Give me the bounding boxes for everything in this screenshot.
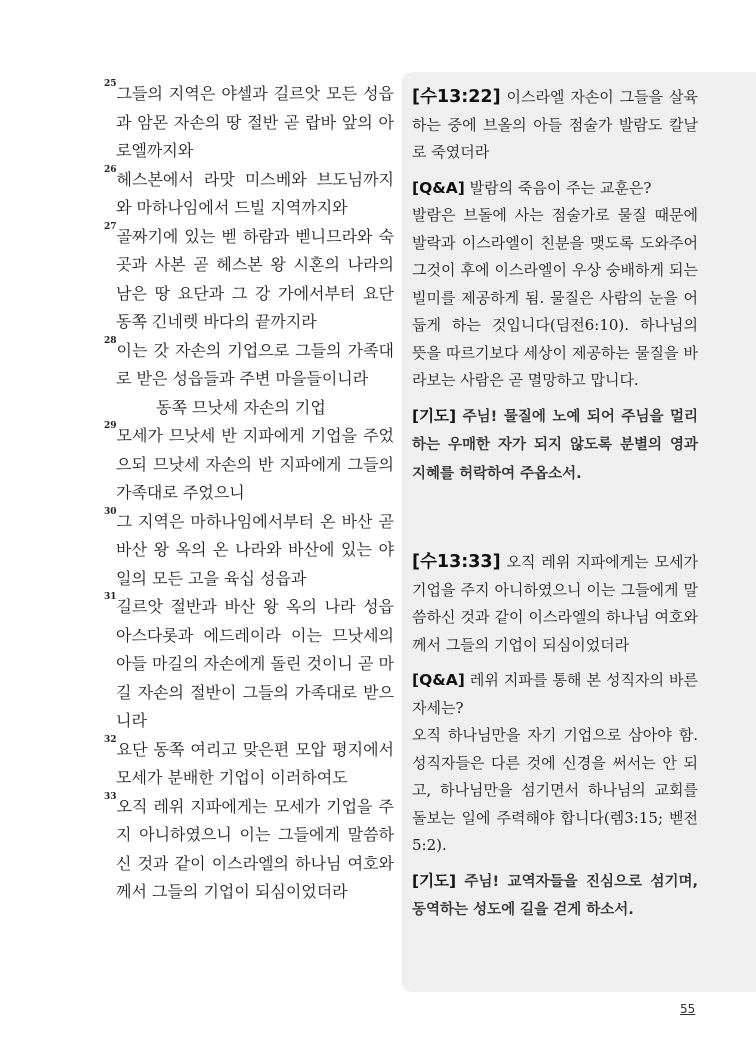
verse-33 [104,793,394,907]
verse-text: 그 지역은 마하나임에서부터 온 바산 곧 바산 왕 옥의 온 나라와 바산에 있는 야일의 모든 고을 육십 성읍과 [116,511,394,588]
verse-number: 25 [104,79,117,89]
qa-label: [Q&A] [412,671,465,689]
verse-26 [104,166,394,223]
verse-number: 26 [104,164,117,175]
section-heading: 동쪽 므낫세 자손의 기업 [156,397,326,417]
verse-number: 27 [104,221,117,232]
verse-29 [104,422,394,508]
verse-number: 33 [104,791,117,802]
verse-number: 31 [104,592,117,602]
verse-27 [104,223,394,337]
prayer-text: 주님! 물질에 노예 되어 주님을 멀리하는 우매한 자가 되지 않도록 분별의 영과 지혜를 허락하여 주옵소서. [412,408,698,482]
prayer-label: [기도] [412,406,457,425]
verse-number: 30 [104,506,117,517]
verse-text: 요단 동쪽 여리고 맞은편 모압 평지에서 모세가 분배한 기업이 이러하여도 [116,739,394,787]
prayer-paragraph [412,403,698,489]
reference-label: [수13:33] [412,552,501,572]
prayer-label: [기도] [412,871,457,890]
reference-text: 오직 레위 지파에게는 모세가 기업을 주지 아니하였으니 이는 그들에게 말씀하신 것과 같이 이스라엘의 하나님 여호와께서 그들의 기업이 되심이었더라 [412,553,698,654]
question-text: 레위 지파를 통해 본 성직자의 바른 자세는? [412,671,698,717]
verse-31 [104,593,394,736]
reference-text: 이스라엘 자손이 그들을 살육하는 중에 브올의 아들 점술가 발람도 칼날로 죽였더라 [412,88,698,161]
verse-text: 헤스본에서 라맛 미스베와 브도님까지와 마하나임에서 드빌 지역까지와 [116,169,394,217]
prayer-text: 주님! 교역자들을 진심으로 섬기며, 동역하는 성도에 길을 걷게 하소서. [412,873,698,918]
verse-text: 그들의 지역은 야셀과 길르앗 모든 성읍과 암몬 자손의 땅 절반 곧 랍바 앞의 아로엘까지와 [116,84,394,160]
verse-text: 길르앗 절반과 바산 왕 옥의 나라 성읍 아스다롯과 에드레이라 이는 므낫세의 아들 마길의 자손에게 돌린 것이니 곧 마길 자손의 절반이 그들의 가족대로 받으니라 [116,597,394,730]
answer-text: 발람은 브돌에 사는 점술가로 물질 때문에 발락과 이스라엘이 친분을 맺도록 도와주어 그것이 후에 이스라엘이 우상 숭배하게 되는 빌미를 제공하게 됨. 물질은 사람의 눈을 어둡게 하는 것입니다(딤전6:10). 하나님의 뜻을 따르기보다 세상이 제공하는 물질을 바라보는 사람은 곧 멸망하고 맙니다. [412,206,698,389]
commentary-panel [402,72,756,992]
reference-paragraph [412,84,698,167]
scripture-column [104,80,394,907]
question-paragraph [412,175,698,203]
verse-number: 29 [104,421,117,431]
page-number: 55 [680,1002,696,1016]
verse-text: 이는 갓 자손의 기업으로 그들의 가족대로 받은 성읍들과 주변 마을들이니라 [116,340,394,388]
answer-text: 오직 하나님만을 자기 기업으로 삼아야 함. 성직자들은 다른 것에 신경을 써서는 안 되고, 하나님만을 섬기면서 하나님의 교회를 돌보는 일에 주력해야 합니다(렘3:15; 벧전5:2). [412,726,698,854]
commentary-box-2 [412,549,698,925]
verse-28 [104,337,394,423]
verse-text: 오직 레위 지파에게는 모세가 기업을 주지 아니하였으니 이는 그들에게 말씀하신 것과 같이 이스라엘의 하나님 여호와께서 그들의 기업이 되심이었더라 [116,796,394,901]
verse-text: 모세가 므낫세 반 지파에게 기업을 주었으되 므낫세 자손의 반 지파에게 그들의 가족대로 주었으니 [116,426,394,502]
reference-label: [수13:22] [412,87,501,107]
verse-text: 골짜기에 있는 벧 하람과 벧니므라와 숙곳과 사본 곧 헤스본 왕 시혼의 나라의 남은 땅 요단과 그 강 가에서부터 요단 동쪽 긴네렛 바다의 끝까지라 [116,226,394,331]
verse-number: 28 [104,335,117,346]
question-text: 발람의 죽음이 주는 교훈은? [464,178,652,197]
verse-25 [104,80,394,166]
verse-32 [104,736,394,793]
reference-paragraph [412,549,698,659]
question-paragraph [412,667,698,722]
prayer-paragraph [412,868,698,925]
qa-label: [Q&A] [412,178,465,197]
commentary-box-1 [412,84,698,488]
verse-30 [104,508,394,594]
verse-number: 32 [104,734,117,745]
